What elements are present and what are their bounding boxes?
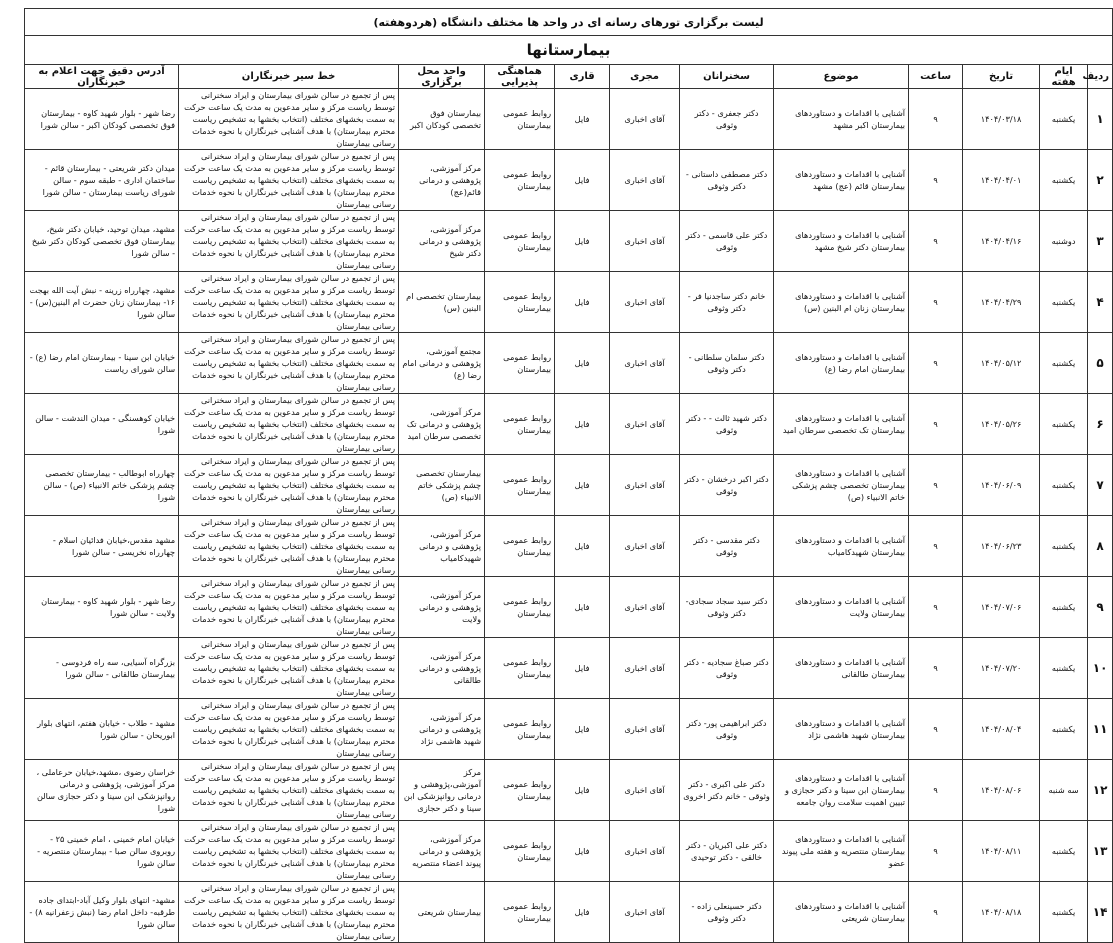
row-number: ۲ bbox=[1088, 150, 1113, 211]
row-coordination: روابط عمومی بیمارستان bbox=[485, 455, 555, 516]
section-title: بیمارستانها bbox=[25, 36, 1113, 65]
document-title: لیست برگزاری تورهای رسانه ای در واحد ها مختلف دانشگاه (هردوهفته) bbox=[25, 9, 1113, 36]
row-number: ۸ bbox=[1088, 516, 1113, 577]
row-unit: بیمارستان تخصصی ام البنین (س) bbox=[399, 272, 485, 333]
row-qari: فایل bbox=[555, 577, 610, 638]
row-time: ۹ bbox=[909, 455, 963, 516]
row-unit: مرکز آموزشی، پژوهشی و درمانی ولایت bbox=[399, 577, 485, 638]
row-time: ۹ bbox=[909, 760, 963, 821]
row-number: ۱۰ bbox=[1088, 638, 1113, 699]
header-topic: موضوع bbox=[774, 65, 909, 89]
row-qari: فایل bbox=[555, 150, 610, 211]
row-address: مشهد، میدان توحید، خیابان دکتر شیخ، بیمارستان فوق تخصصی کودکان دکتر شیخ - سالن شورا bbox=[25, 211, 179, 272]
row-qari: فایل bbox=[555, 333, 610, 394]
row-topic: آشنایی با اقدامات و دستاوردهای بیمارستان طالقانی bbox=[774, 638, 909, 699]
row-qari: فایل bbox=[555, 89, 610, 150]
row-host: آقای اخباری bbox=[610, 760, 680, 821]
row-speakers: دکتر حسینعلی زاده - دکتر وثوقی bbox=[680, 882, 774, 943]
row-qari: فایل bbox=[555, 882, 610, 943]
row-day: یکشنبه bbox=[1040, 821, 1088, 882]
row-route: پس از تجمیع در سالن شورای بیمارستان و ایراد سخنرانی توسط ریاست مرکز و سایر مدعوین به مدت یک ساعت حرکت به سمت بخشهای مختلف (انتخاب بخشها به تشخیص ریاست محترم بیمارستان) با هدف آشنایی خبرنگاران با نحوه خدمات رسانی بیمارستان bbox=[179, 211, 399, 272]
row-date: ۱۴۰۴/۰۸/۰۴ bbox=[963, 699, 1040, 760]
row-topic: آشنایی با اقدامات و دستاوردهای بیمارستان شهیدکامیاب bbox=[774, 516, 909, 577]
row-qari: فایل bbox=[555, 455, 610, 516]
row-coordination: روابط عمومی بیمارستان bbox=[485, 150, 555, 211]
row-speakers: دکتر ابراهیمی پور- دکتر وثوقی bbox=[680, 699, 774, 760]
row-host: آقای اخباری bbox=[610, 455, 680, 516]
row-date: ۱۴۰۴/۰۶/۰۹ bbox=[963, 455, 1040, 516]
row-unit: مرکز آموزشی، پژوهشی و درمانی شهید هاشمی نژاد bbox=[399, 699, 485, 760]
table-row bbox=[25, 882, 1113, 943]
row-speakers: خانم دکتر ساجدنیا فر - دکتر وثوقی bbox=[680, 272, 774, 333]
row-day: یکشنبه bbox=[1040, 699, 1088, 760]
row-time: ۹ bbox=[909, 394, 963, 455]
row-unit: مرکز آموزشی، پژوهشی و درمانی شهیدکامیاب bbox=[399, 516, 485, 577]
row-address: مشهد، چهارراه زرینه - نبش آیت الله بهجت ۱۶- بیمارستان زنان حضرت ام البنین(س) - سالن شورا bbox=[25, 272, 179, 333]
row-speakers: دکتر جعفری - دکتر وثوقی bbox=[680, 89, 774, 150]
row-coordination: روابط عمومی بیمارستان bbox=[485, 333, 555, 394]
row-topic: آشنایی با اقدامات و دستاوردهای بیمارستان زنان ام البنین (س) bbox=[774, 272, 909, 333]
row-date: ۱۴۰۴/۰۸/۱۱ bbox=[963, 821, 1040, 882]
table-row bbox=[25, 150, 1113, 211]
table-row bbox=[25, 455, 1113, 516]
row-unit: بیمارستان شریعتی bbox=[399, 882, 485, 943]
row-topic: آشنایی با اقدامات و دستاوردهای بیمارستان ولایت bbox=[774, 577, 909, 638]
row-coordination: روابط عمومی بیمارستان bbox=[485, 516, 555, 577]
row-number: ۱۳ bbox=[1088, 821, 1113, 882]
table-row bbox=[25, 577, 1113, 638]
row-host: آقای اخباری bbox=[610, 333, 680, 394]
row-time: ۹ bbox=[909, 577, 963, 638]
row-unit: مرکز آموزشی، پژوهشی و درمانی تک تخصصی سرطان امید bbox=[399, 394, 485, 455]
row-time: ۹ bbox=[909, 272, 963, 333]
row-date: ۱۴۰۴/۰۵/۱۲ bbox=[963, 333, 1040, 394]
row-host: آقای اخباری bbox=[610, 150, 680, 211]
row-unit: مرکز آموزشی، پژوهشی و درمانی طالقانی bbox=[399, 638, 485, 699]
row-address: خیابان ابن سینا - بیمارستان امام رضا (ع) - سالن شورای ریاست bbox=[25, 333, 179, 394]
row-time: ۹ bbox=[909, 882, 963, 943]
row-speakers: دکتر شهید ثالث - - دکتر وثوقی bbox=[680, 394, 774, 455]
row-topic: آشنایی با اقدامات و دستاوردهای بیمارستان تخصصی چشم پزشکی خاتم الانبیاء (ص) bbox=[774, 455, 909, 516]
row-date: ۱۴۰۴/۰۴/۲۹ bbox=[963, 272, 1040, 333]
row-day: یکشنبه bbox=[1040, 577, 1088, 638]
row-date: ۱۴۰۴/۰۸/۱۸ bbox=[963, 882, 1040, 943]
table-row bbox=[25, 821, 1113, 882]
row-topic: آشنایی با اقدامات و دستاوردهای بیمارستان تک تخصصی سرطان امید bbox=[774, 394, 909, 455]
row-time: ۹ bbox=[909, 333, 963, 394]
row-address: میدان دکتر شریعتی - بیمارستان قائم - ساختمان اداری - طبقه سوم - سالن شورای ریاست بیمارستان - سالن شورا bbox=[25, 150, 179, 211]
row-host: آقای اخباری bbox=[610, 516, 680, 577]
table-row bbox=[25, 211, 1113, 272]
row-date: ۱۴۰۴/۰۵/۲۶ bbox=[963, 394, 1040, 455]
header-route: خط سیر خبرنگاران bbox=[179, 65, 399, 89]
row-day: سه شنبه bbox=[1040, 760, 1088, 821]
row-route: پس از تجمیع در سالن شورای بیمارستان و ایراد سخنرانی توسط ریاست مرکز و سایر مدعوین به مدت یک ساعت حرکت به سمت بخشهای مختلف (انتخاب بخشها به تشخیص ریاست محترم بیمارستان) با هدف آشنایی خبرنگاران با نحوه خدمات رسانی بیمارستان bbox=[179, 89, 399, 150]
table-row bbox=[25, 272, 1113, 333]
row-route: پس از تجمیع در سالن شورای بیمارستان و ایراد سخنرانی توسط ریاست مرکز و سایر مدعوین به مدت یک ساعت حرکت به سمت بخشهای مختلف (انتخاب بخشها به تشخیص ریاست محترم بیمارستان) با هدف آشنایی خبرنگاران با نحوه خدمات رسانی بیمارستان bbox=[179, 516, 399, 577]
row-day: یکشنبه bbox=[1040, 272, 1088, 333]
schedule-table bbox=[24, 8, 1113, 943]
row-coordination: روابط عمومی بیمارستان bbox=[485, 394, 555, 455]
row-unit: مرکز آموزشی،پژوهشی و درمانی روانپزشکی ابن سینا و دکتر حجازی bbox=[399, 760, 485, 821]
row-topic: آشنایی با اقدامات و دستاوردهای بیمارستان دکتر شیخ مشهد bbox=[774, 211, 909, 272]
row-time: ۹ bbox=[909, 150, 963, 211]
row-speakers: دکتر علی اکبریان - دکتر خالقی - دکتر توحیدی bbox=[680, 821, 774, 882]
header-coord: هماهنگی پذیرایی bbox=[485, 65, 555, 89]
row-date: ۱۴۰۴/۰۴/۰۱ bbox=[963, 150, 1040, 211]
row-number: ۷ bbox=[1088, 455, 1113, 516]
row-route: پس از تجمیع در سالن شورای بیمارستان و ایراد سخنرانی توسط ریاست مرکز و سایر مدعوین به مدت یک ساعت حرکت به سمت بخشهای مختلف (انتخاب بخشها به تشخیص ریاست محترم بیمارستان) با هدف آشنایی خبرنگاران با نحوه خدمات رسانی بیمارستان bbox=[179, 699, 399, 760]
row-date: ۱۴۰۴/۰۷/۲۰ bbox=[963, 638, 1040, 699]
row-unit: بیمارستان تخصصی چشم پزشکی خاتم الانبیاء (ص) bbox=[399, 455, 485, 516]
row-address: بزرگراه آسیایی، سه راه فردوسی - بیمارستان طالقانی - سالن شورا bbox=[25, 638, 179, 699]
row-date: ۱۴۰۴/۰۷/۰۶ bbox=[963, 577, 1040, 638]
row-speakers: دکتر اکبر درخشان - دکتر وثوقی bbox=[680, 455, 774, 516]
row-address: رضا شهر - بلوار شهید کاوه - بیمارستان ولایت - سالن شورا bbox=[25, 577, 179, 638]
row-topic: آشنایی با اقدامات و دستاوردهای بیمارستان منتصریه و هفته ملی پیوند عضو bbox=[774, 821, 909, 882]
row-route: پس از تجمیع در سالن شورای بیمارستان و ایراد سخنرانی توسط ریاست مرکز و سایر مدعوین به مدت یک ساعت حرکت به سمت بخشهای مختلف (انتخاب بخشها به تشخیص ریاست محترم بیمارستان) با هدف آشنایی خبرنگاران با نحوه خدمات رسانی بیمارستان bbox=[179, 272, 399, 333]
row-host: آقای اخباری bbox=[610, 882, 680, 943]
row-day: دوشنبه bbox=[1040, 211, 1088, 272]
row-time: ۹ bbox=[909, 638, 963, 699]
row-day: یکشنبه bbox=[1040, 89, 1088, 150]
row-number: ۱۴ bbox=[1088, 882, 1113, 943]
row-host: آقای اخباری bbox=[610, 394, 680, 455]
row-coordination: روابط عمومی بیمارستان bbox=[485, 638, 555, 699]
row-date: ۱۴۰۴/۰۳/۱۸ bbox=[963, 89, 1040, 150]
header-address: آدرس دقیق جهت اعلام به خبرنگاران bbox=[25, 65, 179, 89]
row-day: یکشنبه bbox=[1040, 150, 1088, 211]
row-unit: بیمارستان فوق تخصصی کودکان اکبر bbox=[399, 89, 485, 150]
row-qari: فایل bbox=[555, 394, 610, 455]
row-number: ۱۲ bbox=[1088, 760, 1113, 821]
row-host: آقای اخباری bbox=[610, 211, 680, 272]
row-route: پس از تجمیع در سالن شورای بیمارستان و ایراد سخنرانی توسط ریاست مرکز و سایر مدعوین به مدت یک ساعت حرکت به سمت بخشهای مختلف (انتخاب بخشها به تشخیص ریاست محترم بیمارستان) با هدف آشنایی خبرنگاران با نحوه خدمات رسانی بیمارستان bbox=[179, 333, 399, 394]
row-time: ۹ bbox=[909, 699, 963, 760]
row-route: پس از تجمیع در سالن شورای بیمارستان و ایراد سخنرانی توسط ریاست مرکز و سایر مدعوین به مدت یک ساعت حرکت به سمت بخشهای مختلف (انتخاب بخشها به تشخیص ریاست محترم بیمارستان) با هدف آشنایی خبرنگاران با نحوه خدمات رسانی بیمارستان bbox=[179, 577, 399, 638]
row-host: آقای اخباری bbox=[610, 577, 680, 638]
row-day: یکشنبه bbox=[1040, 516, 1088, 577]
row-address: خیابان کوهسنگی - میدان الندشت - سالن شورا bbox=[25, 394, 179, 455]
row-number: ۶ bbox=[1088, 394, 1113, 455]
row-route: پس از تجمیع در سالن شورای بیمارستان و ایراد سخنرانی توسط ریاست مرکز و سایر مدعوین به مدت یک ساعت حرکت به سمت بخشهای مختلف (انتخاب بخشها به تشخیص ریاست محترم بیمارستان) با هدف آشنایی خبرنگاران با نحوه خدمات رسانی بیمارستان bbox=[179, 150, 399, 211]
row-date: ۱۴۰۴/۰۴/۱۶ bbox=[963, 211, 1040, 272]
row-address: مشهد مقدس،خیابان فدائیان اسلام - چهارراه نخریسی - سالن شورا bbox=[25, 516, 179, 577]
row-number: ۴ bbox=[1088, 272, 1113, 333]
row-route: پس از تجمیع در سالن شورای بیمارستان و ایراد سخنرانی توسط ریاست مرکز و سایر مدعوین به مدت یک ساعت حرکت به سمت بخشهای مختلف (انتخاب بخشها به تشخیص ریاست محترم بیمارستان) با هدف آشنایی خبرنگاران با نحوه خدمات رسانی بیمارستان bbox=[179, 455, 399, 516]
header-host: مجری bbox=[610, 65, 680, 89]
row-speakers: دکتر مقدسی - دکتر وثوقی bbox=[680, 516, 774, 577]
row-topic: آشنایی با اقدامات و دستاوردهای بیمارستان ابن سینا و دکتر حجازی و تبیین اهمیت سلامت روان جامعه bbox=[774, 760, 909, 821]
row-number: ۱۱ bbox=[1088, 699, 1113, 760]
row-route: پس از تجمیع در سالن شورای بیمارستان و ایراد سخنرانی توسط ریاست مرکز و سایر مدعوین به مدت یک ساعت حرکت به سمت بخشهای مختلف (انتخاب بخشها به تشخیص ریاست محترم بیمارستان) با هدف آشنایی خبرنگاران با نحوه خدمات رسانی بیمارستان bbox=[179, 394, 399, 455]
row-speakers: دکتر مصطفی داستانی - دکتر وثوقی bbox=[680, 150, 774, 211]
row-day: یکشنبه bbox=[1040, 333, 1088, 394]
header-row bbox=[25, 65, 1113, 89]
row-day: یکشنبه bbox=[1040, 455, 1088, 516]
row-topic: آشنایی با اقدامات و دستاوردهای بیمارستان شریعتی bbox=[774, 882, 909, 943]
row-qari: فایل bbox=[555, 211, 610, 272]
row-address: خیابان امام خمینی ، امام خمینی ۲۵ - روبروی سالن صبا - بیمارستان منتصریه - سالن شورا bbox=[25, 821, 179, 882]
row-qari: فایل bbox=[555, 272, 610, 333]
row-number: ۹ bbox=[1088, 577, 1113, 638]
row-qari: فایل bbox=[555, 699, 610, 760]
table-row bbox=[25, 760, 1113, 821]
row-route: پس از تجمیع در سالن شورای بیمارستان و ایراد سخنرانی توسط ریاست مرکز و سایر مدعوین به مدت یک ساعت حرکت به سمت بخشهای مختلف (انتخاب بخشها به تشخیص ریاست محترم بیمارستان) با هدف آشنایی خبرنگاران با نحوه خدمات رسانی بیمارستان bbox=[179, 760, 399, 821]
table-row bbox=[25, 699, 1113, 760]
table-body bbox=[25, 89, 1113, 943]
row-coordination: روابط عمومی بیمارستان bbox=[485, 760, 555, 821]
row-time: ۹ bbox=[909, 516, 963, 577]
row-address: رضا شهر - بلوار شهید کاوه - بیمارستان فوق تخصصی کودکان اکبر - سالن شورا bbox=[25, 89, 179, 150]
row-topic: آشنایی با اقدامات و دستاوردهای بیمارستان شهید هاشمی نژاد bbox=[774, 699, 909, 760]
row-address: خراسان رضوی ،مشهد،خیابان حرعاملی ، مرکز آموزشی، پژوهشی و درمانی روانپزشکی ابن سینا و دکتر حجازی سالن شورا bbox=[25, 760, 179, 821]
row-route: پس از تجمیع در سالن شورای بیمارستان و ایراد سخنرانی توسط ریاست مرکز و سایر مدعوین به مدت یک ساعت حرکت به سمت بخشهای مختلف (انتخاب بخشها به تشخیص ریاست محترم بیمارستان) با هدف آشنایی خبرنگاران با نحوه خدمات رسانی بیمارستان bbox=[179, 821, 399, 882]
header-date: تاریخ bbox=[963, 65, 1040, 89]
row-coordination: روابط عمومی بیمارستان bbox=[485, 577, 555, 638]
row-host: آقای اخباری bbox=[610, 89, 680, 150]
row-time: ۹ bbox=[909, 821, 963, 882]
row-date: ۱۴۰۴/۰۸/۰۶ bbox=[963, 760, 1040, 821]
row-route: پس از تجمیع در سالن شورای بیمارستان و ایراد سخنرانی توسط ریاست مرکز و سایر مدعوین به مدت یک ساعت حرکت به سمت بخشهای مختلف (انتخاب بخشها به تشخیص ریاست محترم بیمارستان) با هدف آشنایی خبرنگاران با نحوه خدمات رسانی بیمارستان bbox=[179, 638, 399, 699]
header-radif: ردیف bbox=[1088, 65, 1113, 89]
row-unit: مجتمع آموزشی، پژوهشی و درمانی امام رضا (ع) bbox=[399, 333, 485, 394]
table-row bbox=[25, 333, 1113, 394]
row-number: ۱ bbox=[1088, 89, 1113, 150]
row-coordination: روابط عمومی بیمارستان bbox=[485, 211, 555, 272]
row-host: آقای اخباری bbox=[610, 272, 680, 333]
row-qari: فایل bbox=[555, 760, 610, 821]
row-host: آقای اخباری bbox=[610, 699, 680, 760]
row-speakers: دکتر علی اکبری - دکتر وثوقی - خانم دکتر اخروی bbox=[680, 760, 774, 821]
row-speakers: دکتر علی قاسمی - دکتر وثوقی bbox=[680, 211, 774, 272]
header-time: ساعت bbox=[909, 65, 963, 89]
row-unit: مرکز آموزشی، پژوهشی و درمانی قائم(عج) bbox=[399, 150, 485, 211]
row-day: یکشنبه bbox=[1040, 394, 1088, 455]
row-qari: فایل bbox=[555, 516, 610, 577]
header-speakers: سخنرانان bbox=[680, 65, 774, 89]
row-day: یکشنبه bbox=[1040, 882, 1088, 943]
row-unit: مرکز آموزشی، پژوهشی و درمانی پیوند اعضاء منتصریه bbox=[399, 821, 485, 882]
table-row bbox=[25, 638, 1113, 699]
row-address: چهارراه ابوطالب - بیمارستان تخصصی چشم پزشکی خاتم الانبیاء (ص) - سالن شورا bbox=[25, 455, 179, 516]
row-number: ۳ bbox=[1088, 211, 1113, 272]
row-unit: مرکز آموزشی، پژوهشی و درمانی دکتر شیخ bbox=[399, 211, 485, 272]
row-topic: آشنایی با اقدامات و دستاوردهای بیمارستان امام رضا (ع) bbox=[774, 333, 909, 394]
row-day: یکشنبه bbox=[1040, 638, 1088, 699]
row-coordination: روابط عمومی بیمارستان bbox=[485, 882, 555, 943]
row-topic: آشنایی با اقدامات و دستاوردهای بیمارستان اکبر مشهد bbox=[774, 89, 909, 150]
row-date: ۱۴۰۴/۰۶/۲۳ bbox=[963, 516, 1040, 577]
row-coordination: روابط عمومی بیمارستان bbox=[485, 699, 555, 760]
header-qari: قاری bbox=[555, 65, 610, 89]
table-row bbox=[25, 516, 1113, 577]
row-route: پس از تجمیع در سالن شورای بیمارستان و ایراد سخنرانی توسط ریاست مرکز و سایر مدعوین به مدت یک ساعت حرکت به سمت بخشهای مختلف (انتخاب بخشها به تشخیص ریاست محترم بیمارستان) با هدف آشنایی خبرنگاران با نحوه خدمات رسانی بیمارستان bbox=[179, 882, 399, 943]
row-address: مشهد- انتهای بلوار وکیل آباد-ابتدای جاده طرقبه- داخل امام رضا (نبش زعفرانیه ۸) - سالن شورا bbox=[25, 882, 179, 943]
row-host: آقای اخباری bbox=[610, 638, 680, 699]
row-time: ۹ bbox=[909, 89, 963, 150]
row-coordination: روابط عمومی بیمارستان bbox=[485, 272, 555, 333]
header-day: ایام هفته bbox=[1040, 65, 1088, 89]
row-speakers: دکتر سید سجاد سجادی- دکتر وثوقی bbox=[680, 577, 774, 638]
document-sheet bbox=[24, 8, 1110, 943]
header-unit: واحد محل برگزاری bbox=[399, 65, 485, 89]
row-time: ۹ bbox=[909, 211, 963, 272]
row-coordination: روابط عمومی بیمارستان bbox=[485, 821, 555, 882]
row-coordination: روابط عمومی بیمارستان bbox=[485, 89, 555, 150]
row-topic: آشنایی با اقدامات و دستاوردهای بیمارستان قائم (عج) مشهد bbox=[774, 150, 909, 211]
row-address: مشهد - طلاب - خیابان هفتم، انتهای بلوار ابوریحان - سالن شورا bbox=[25, 699, 179, 760]
table-row bbox=[25, 394, 1113, 455]
row-speakers: دکتر صباغ سجادیه - دکتر وثوقی bbox=[680, 638, 774, 699]
row-host: آقای اخباری bbox=[610, 821, 680, 882]
row-qari: فایل bbox=[555, 821, 610, 882]
table-row bbox=[25, 89, 1113, 150]
row-number: ۵ bbox=[1088, 333, 1113, 394]
row-speakers: دکتر سلمان سلطانی - دکتر وثوقی bbox=[680, 333, 774, 394]
row-qari: فایل bbox=[555, 638, 610, 699]
